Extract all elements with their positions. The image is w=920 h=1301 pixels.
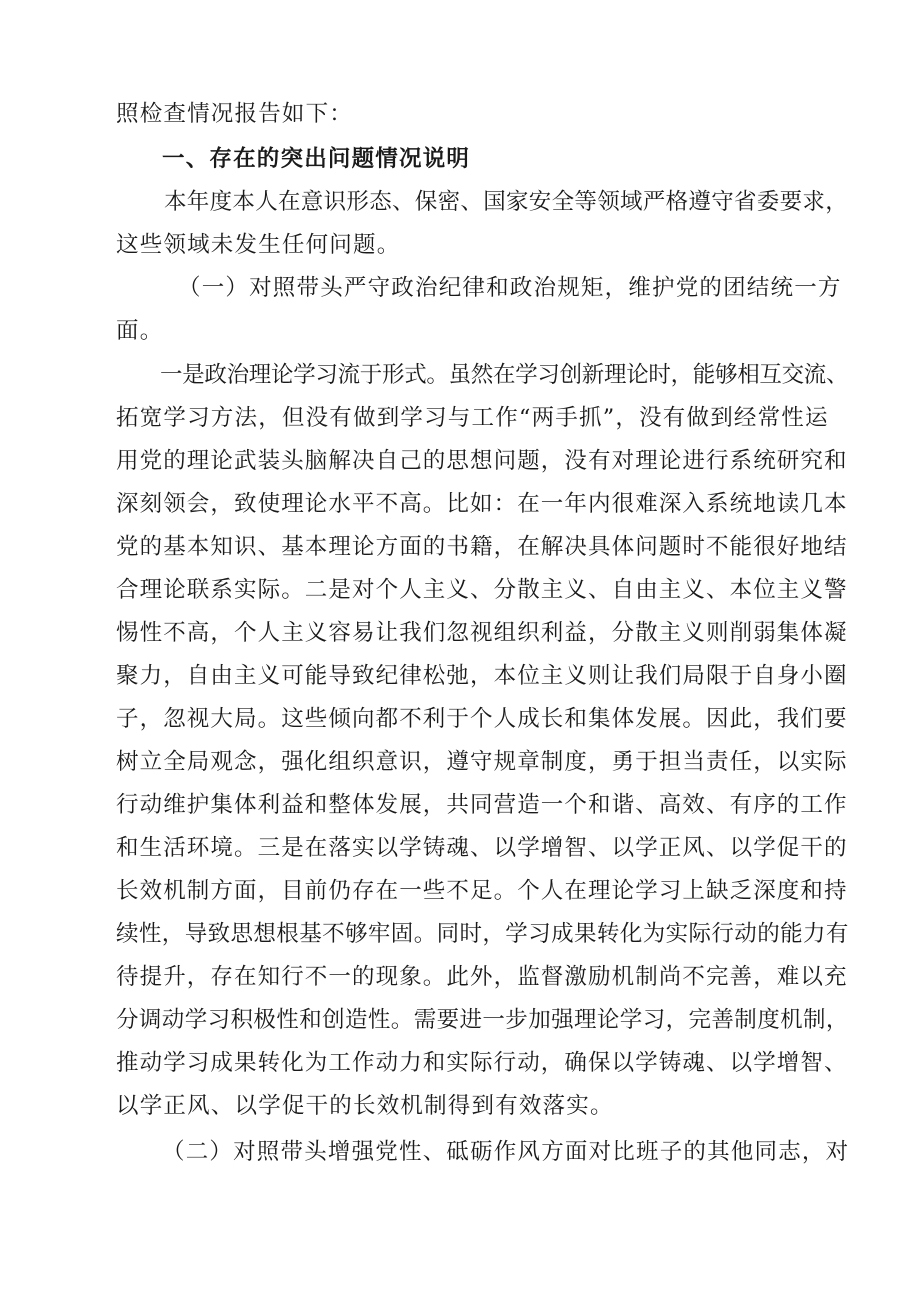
text-line: 深刻领会，致使理论水平不高。比如：在一年内很难深入系统地读几本	[116, 491, 848, 517]
text-line: 聚力，自由主义可能导致纪律松弛，本位主义则让我们局限于自身小圈	[116, 663, 848, 689]
text-line: 待提升，存在知行不一的现象。此外，监督激励机制尚不完善，难以充	[116, 964, 848, 990]
text-line: 以学正风、以学促干的长效机制得到有效落实。	[116, 1093, 614, 1119]
text-line: 续性，导致思想根基不够牢固。同时，学习成果转化为实际行动的能力有	[116, 921, 849, 947]
subsection-heading: （二）对照带头增强党性、砥砺作风方面对比班子的其他同志，对	[162, 1139, 850, 1165]
text-line: 和生活环境。三是在落实以学铸魂、以学增智、以学正风、以学促干的	[116, 835, 848, 861]
section-heading: 一、存在的突出问题情况说明	[162, 146, 471, 172]
text-line: 本年度本人在意识形态、保密、国家安全等领域严格遵守省委要求，	[164, 189, 849, 215]
text-line: 子，忽视大局。这些倾向都不利于个人成长和集体发展。因此，我们要	[116, 706, 848, 732]
text-line: 推动学习成果转化为工作动力和实际行动，确保以学铸魂、以学增智、	[116, 1050, 848, 1076]
text-line: 拓宽学习方法，但没有做到学习与工作“两手抓”，没有做到经常性运	[116, 405, 829, 431]
text-line: 一是政治理论学习流于形式。虽然在学习创新理论时，能够相互交流、	[160, 362, 849, 388]
text-line: 行动维护集体利益和整体发展，共同营造一个和谐、高效、有序的工作	[116, 792, 848, 818]
text-line: 党的基本知识、基本理论方面的书籍，在解决具体问题时不能很好地结	[116, 534, 848, 560]
text-line: 合理论联系实际。二是对个人主义、分散主义、自由主义、本位主义警	[116, 577, 848, 603]
text-line: 长效机制方面，目前仍存在一些不足。个人在理论学习上缺乏深度和持	[116, 878, 848, 904]
subsection-heading: （一）对照带头严守政治纪律和政治规矩，维护党的团结统一方	[178, 275, 842, 301]
text-line: 树立全局观念，强化组织意识，遵守规章制度，勇于担当责任，以实际	[116, 749, 848, 775]
text-line: 面。	[116, 318, 164, 344]
text-line: 用党的理论武装头脑解决自己的思想问题，没有对理论进行系统研究和	[116, 448, 848, 474]
text-line: 分调动学习积极性和创造性。需要进一步加强理论学习，完善制度机制，	[116, 1007, 849, 1033]
text-line: 这些领域未发生任何问题。	[116, 232, 401, 258]
text-line: 惕性不高，个人主义容易让我们忽视组织利益，分散主义则削弱集体凝	[116, 620, 848, 646]
text-line: 照检查情况报告如下：	[116, 101, 354, 127]
